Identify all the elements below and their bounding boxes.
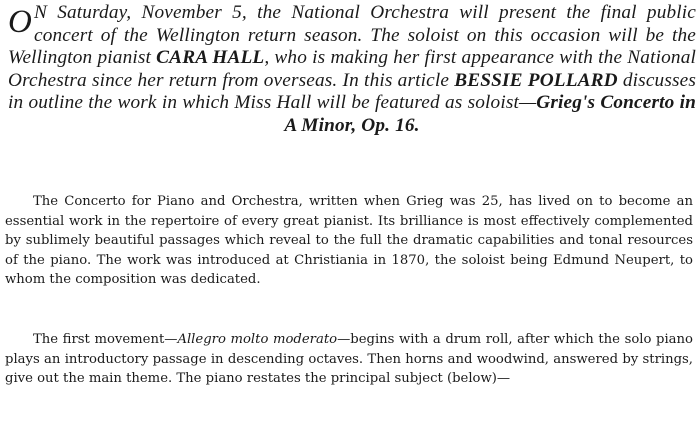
- author-name: BESSIE POLLARD: [454, 69, 618, 91]
- intro-text-3: discusses in outline the work in which Miss Hall will be featured as soloist—: [8, 69, 696, 113]
- work-title: Grieg's Concerto in A Minor, Op. 16.: [284, 92, 696, 136]
- drop-cap: O: [8, 4, 32, 40]
- pianist-name: CARA HALL: [156, 47, 265, 68]
- intro-text-2: , who is making her first appearance with the National Orchestra since her return from overseas. In this article: [8, 47, 696, 91]
- paragraph2-text-1: The first movement—: [33, 332, 178, 347]
- intro-text-1: N Saturday, November 5, the National Orchestra will present the final public concert of the Wellington return season. The soloist on this occasion will be the Wellington pianist: [8, 2, 696, 68]
- body-paragraph-1: The Concerto for Piano and Orchestra, written when Grieg was 25, has lived on to become an essential work in the repertoire of every great pianist. Its brilliance is most effectively complemented by sublimely beautiful passages which reveal to the full the dramatic capabilities and tonal resources of the piano. The work was introduced at Christiania in 1870, the soloist being Edmund Neupert, to whom the composition was dedicated.: [5, 194, 693, 288]
- movement-tempo: Allegro molto moderato: [177, 332, 338, 347]
- paragraph2-text-2: —begins with a drum roll, after which the solo piano plays an introductory passage in descending octaves. Then horns and woodwind, answered by strings, give out the main theme. The piano restates the principal subject (below)—: [5, 332, 693, 387]
- body-paragraph-2: [5, 330, 693, 389]
- intro-paragraph: [8, 2, 696, 137]
